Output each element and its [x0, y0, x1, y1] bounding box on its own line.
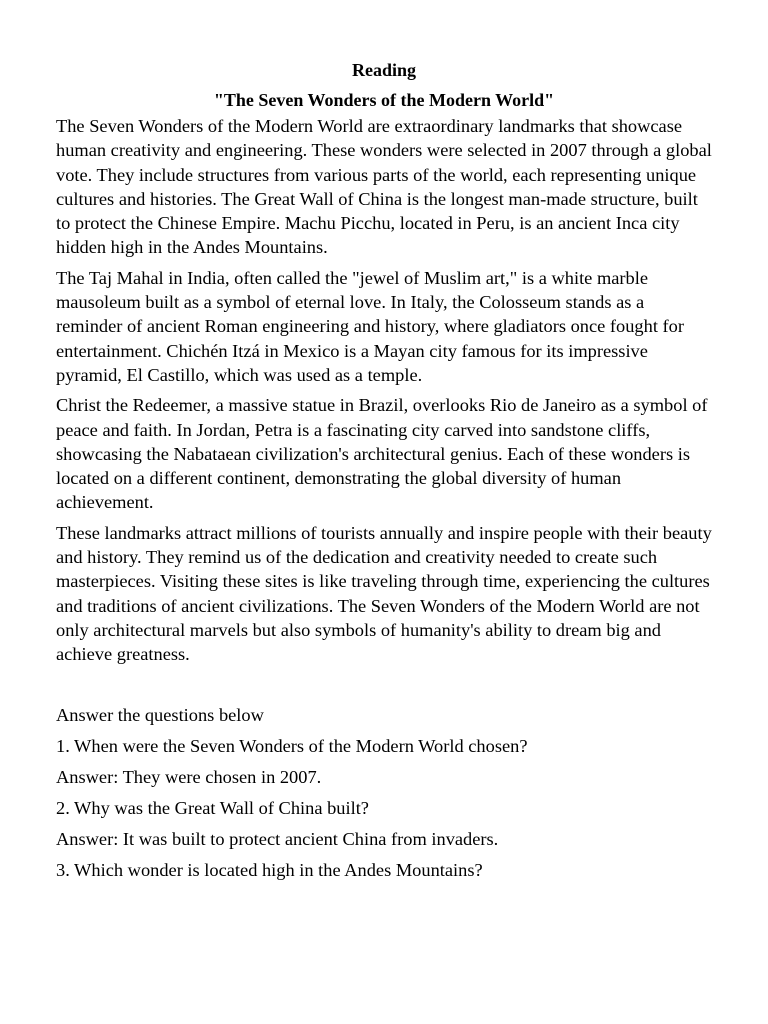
questions-intro: Answer the questions below: [56, 704, 264, 725]
reading-passage: [56, 114, 712, 667]
answer-1: Answer: They were chosen in 2007.: [56, 766, 322, 787]
question-3: 3. Which wonder is located high in the Andes Mountains?: [56, 860, 483, 881]
paragraph-2: The Taj Mahal in India, often called the "jewel of Muslim art," is a white marble mausoleum built as a symbol of eternal love. In Italy, the Colosseum stands as a reminder of ancient Roman engineering and history, where gladiators once fought for entertainment. Chichén Itzá in Mexico is a Mayan city famous for its impressive pyramid, El Castillo, which was used as a temple.: [56, 267, 684, 385]
paragraph-4: These landmarks attract millions of tourists annually and inspire people with their beauty and history. They remind us of the dedication and creativity needed to create such masterpieces. Visiting these sites is like traveling through time, experiencing the cultures and traditions of ancient civilizations. The Seven Wonders of the Modern World are not only architectural marvels but also symbols of humanity's ability to dream big and achieve greatness.: [56, 522, 712, 665]
document-subtitle: "The Seven Wonders of the Modern World": [213, 90, 555, 110]
document-title: Reading: [351, 60, 416, 80]
answer-2: Answer: It was built to protect ancient China from invaders.: [56, 829, 499, 850]
questions-section: [56, 703, 712, 883]
question-2: 2. Why was the Great Wall of China built?: [56, 798, 369, 819]
paragraph-3: Christ the Redeemer, a massive statue in Brazil, overlooks Rio de Janeiro as a symbol of peace and faith. In Jordan, Petra is a fascinating city carved into sandstone cliffs, showcasing the Nabataean civilization's architectural genius. Each of these wonders is located on a different continent, demonstrating the global diversity of human achievement.: [56, 395, 708, 513]
paragraph-1: The Seven Wonders of the Modern World are extraordinary landmarks that showcase human creativity and engineering. These wonders were selected in 2007 through a global vote. They include structures from various parts of the world, each representing unique cultures and histories. The Great Wall of China is the longest man-made structure, built to protect the Chinese Empire. Machu Picchu, located in Peru, is an ancient Inca city hidden high in the Andes Mountains.: [56, 116, 712, 258]
question-1: 1. When were the Seven Wonders of the Modern World chosen?: [56, 735, 528, 756]
